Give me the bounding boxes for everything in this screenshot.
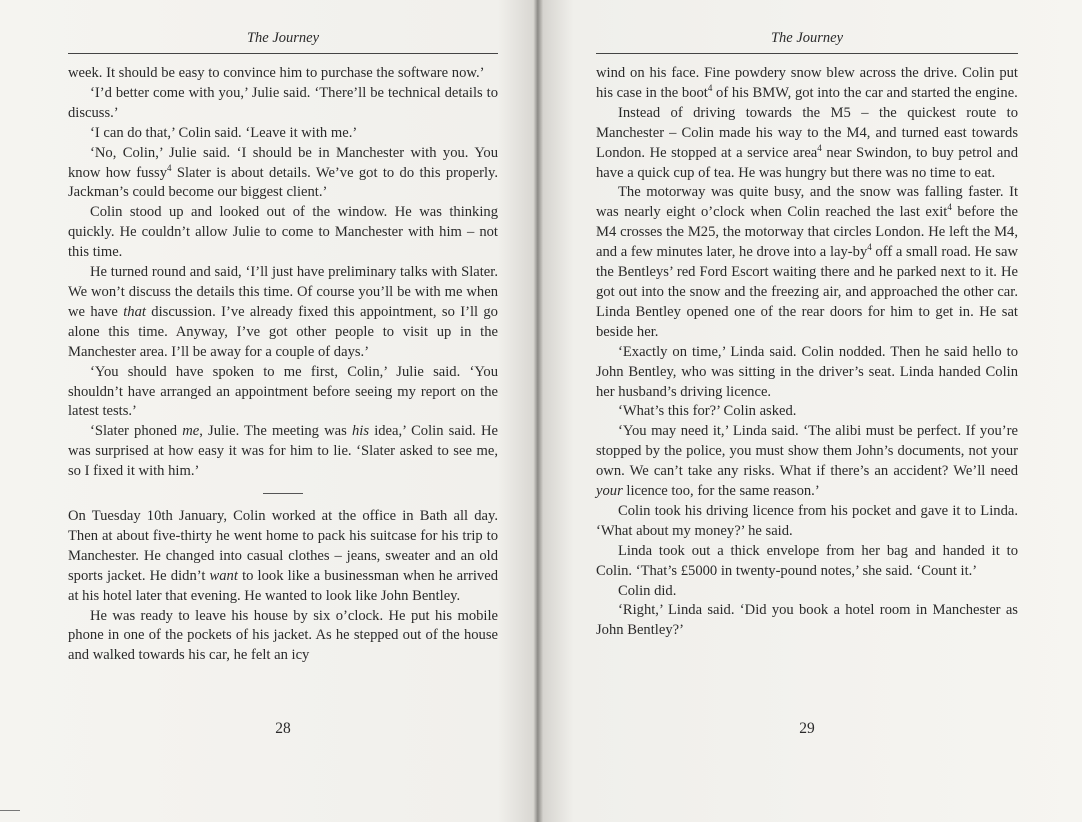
text-run: off a small road. He saw the Bentleys’ red Ford Escort waiting there and he parked next to it. He got out into the snow and the freezing air, and approached the other car. Linda Bentley opened one of the rear doors for him to get in. He sat beside her. (596, 244, 1018, 340)
paragraph (68, 507, 498, 607)
text-run: Colin did. (618, 582, 677, 599)
emphasis: that (123, 303, 146, 320)
text-run: discussion. I’ve already fixed this appointment, so I’ll go alone this time. Anyway, I’ve got other people to visit up in the Manchester area. I’ll be away for a couple of days.’ (68, 303, 498, 360)
text-run: ‘What’s this for?’ Colin asked. (618, 403, 797, 420)
footnote-marker: 4 (817, 142, 822, 153)
text-run: near Swindon, to buy petrol and have a quick cup of tea. He was hungry but there was no time to eat. (596, 144, 1019, 181)
paragraph (68, 64, 498, 84)
text-run: ‘Slater phoned (90, 423, 183, 440)
text-run: before the M4 crosses the M25, the motorway that circles London. He left the M4, and a few minutes later, he drove into a lay-by (596, 204, 1018, 261)
text-run: Colin stood up and looked out of the window. He was thinking quickly. He couldn’t allow Julie to come to Manchester with him – not this time. (68, 204, 498, 261)
text-run: to look like a businessman when he arrived at his hotel later that evening. He wanted to look like John Bentley. (68, 567, 498, 604)
paragraph-group (596, 64, 1018, 641)
body-text (596, 64, 1018, 641)
text-run: wind on his face. Fine powdery snow blew across the drive. Colin put his case in the boot (596, 65, 1018, 101)
text-run: ‘Exactly on time,’ Linda said. Colin nodded. Then he said hello to John Bentley, who was sitting in the driver’s seat. Linda handed Colin her husband’s driving licence. (596, 343, 1018, 400)
paragraph (596, 343, 1018, 403)
text-run: ‘I can do that,’ Colin said. ‘Leave it with me.’ (90, 124, 358, 141)
page-number: 28 (275, 720, 291, 737)
page-number: 29 (799, 720, 815, 737)
text-run: Linda took out a thick envelope from her bag and handed it to Colin. ‘That’s £5000 in twenty-pound notes,’ she said. ‘Count it.’ (596, 542, 1018, 579)
text-run: The motorway was quite busy, and the snow was falling faster. It was nearly eight o’clock when Colin reached the last exit (596, 184, 1018, 221)
text-run: ‘You should have spoken to me first, Colin,’ Julie said. ‘You shouldn’t have arranged an appointment before seeing my report on the latest tests.’ (68, 363, 498, 420)
right-page (596, 0, 1018, 822)
text-run: ‘No, Colin,’ Julie said. ‘I should be in Manchester with you. You know how fussy (68, 144, 498, 181)
text-run: He was ready to leave his house by six o’clock. He put his mobile phone in one of the pockets of his jacket. As he stepped out of the house and walked towards his car, he felt an icy (68, 607, 498, 664)
paragraph (596, 502, 1018, 542)
margin-mark (0, 810, 20, 811)
footnote-marker: 4 (867, 242, 872, 253)
text-run: Slater is about details. We’ve got to do this properly. Jackman’s could become our biggest client.’ (68, 164, 498, 201)
paragraph (68, 124, 498, 144)
paragraph (68, 263, 498, 363)
paragraph (596, 183, 1018, 342)
text-run: idea,’ Colin said. He was surprised at how easy it was for him to lie. ‘Slater asked to see me, so I fixed it with him.’ (68, 423, 499, 480)
body-text (68, 64, 498, 666)
paragraph (68, 363, 498, 423)
paragraph (68, 422, 498, 482)
text-run: ‘You may need it,’ Linda said. ‘The alibi must be perfect. If you’re stopped by the police, you must show them John’s documents, not your own. We can’t take any risks. What if there’s an accident? We’ll need (596, 423, 1018, 480)
footnote-marker: 4 (947, 202, 952, 213)
paragraph (68, 84, 498, 124)
text-run: Colin took his driving licence from his pocket and gave it to Linda. ‘What about my money?’ he said. (596, 502, 1018, 539)
running-head: The Journey (770, 30, 844, 46)
header-rule (68, 53, 498, 54)
text-run: licence too, for the same reason.’ (622, 483, 820, 500)
paragraph (596, 402, 1018, 422)
paragraph (596, 582, 1018, 602)
text-run: ‘Right,’ Linda said. ‘Did you book a hotel room in Manchester as John Bentley?’ (596, 602, 1018, 639)
text-run: Instead of driving towards the M5 – the quickest route to Manchester – Colin made his way to the M4, and turned east towards London. He stopped at a service area (596, 104, 1018, 161)
emphasis: me (182, 423, 200, 440)
emphasis: your (596, 483, 623, 500)
paragraph (596, 542, 1018, 582)
left-page (68, 0, 498, 822)
paragraph (68, 203, 498, 263)
text-run: ‘I’d better come with you,’ Julie said. ‘There’ll be technical details to discuss.’ (68, 84, 498, 121)
footnote-marker: 4 (167, 162, 172, 173)
text-run: , Julie. The meeting was (199, 423, 352, 440)
header-rule (596, 53, 1018, 54)
paragraph (596, 104, 1018, 184)
paragraph (68, 144, 498, 204)
text-run: On Tuesday 10th January, Colin worked at the office in Bath all day. Then at about five-thirty he went home to pack his suitcase for his trip to Manchester. He changed into casual clothes – jeans, sweater and an old sports jacket. He didn’t (68, 508, 498, 584)
running-head: The Journey (246, 30, 320, 46)
paragraph-group (68, 507, 498, 666)
text-run: of his BMW, got into the car and started the engine. (712, 84, 1018, 101)
paragraph (596, 601, 1018, 641)
paragraph (596, 64, 1018, 104)
section-break (263, 493, 303, 494)
text-run: He turned round and said, ‘I’ll just have preliminary talks with Slater. We won’t discuss the details this time. Of course you’ll be with me when we have (68, 264, 498, 320)
paragraph-group (68, 64, 498, 482)
paragraph (68, 607, 498, 667)
footnote-marker: 4 (707, 83, 713, 94)
text-run: week. It should be easy to convince him to purchase the software now.’ (68, 65, 485, 81)
emphasis: his (352, 423, 370, 440)
emphasis: want (209, 567, 238, 584)
paragraph (596, 422, 1018, 502)
